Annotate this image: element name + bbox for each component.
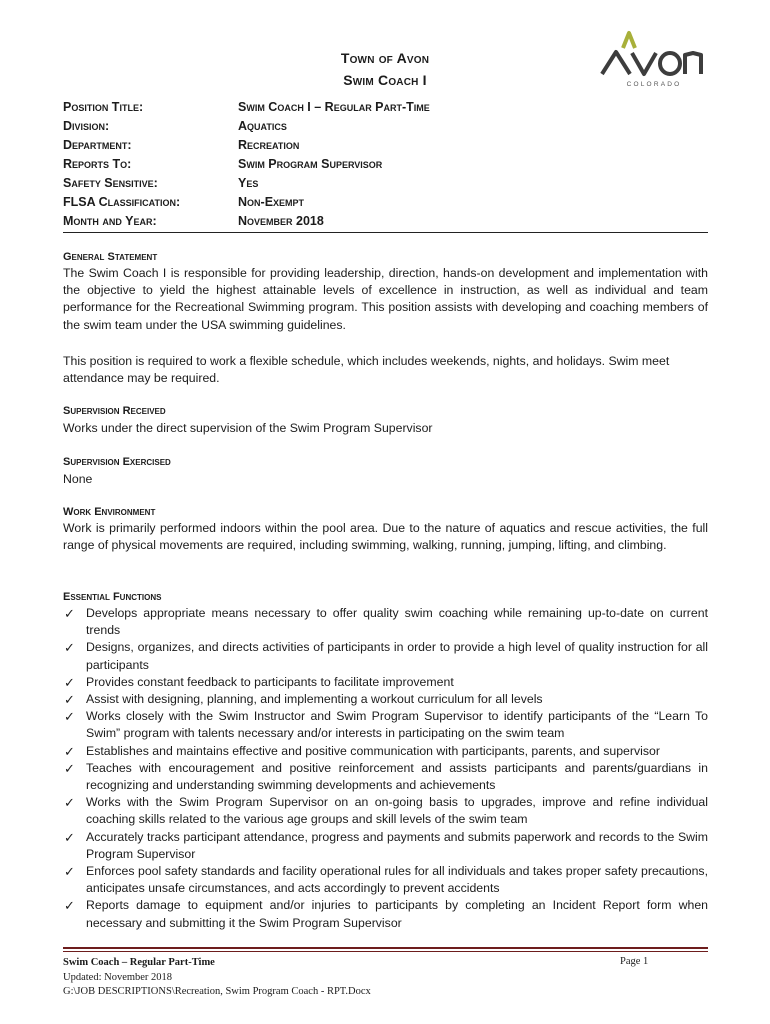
page-number: Page 1 [620,956,649,967]
list-item [63,605,708,639]
checkmark-icon: ✓ [64,674,75,690]
checkmark-icon: ✓ [64,829,75,845]
info-label: Division: [63,119,110,133]
list-item-text: Works with the Swim Program Supervisor on an on-going basis to upgrades, improve and refine individual coaching skills related to the various age groups and skill levels of the swim team [86,795,708,827]
checkmark-icon: ✓ [64,898,75,914]
list-item-text: Works closely with the Swim Instructor and Swim Program Supervisor to identify participants of the “Learn To Swim” program with talents necessary and/or interests in participating on the swim team [86,709,708,741]
list-item-text: Teaches with encouragement and positive reinforcement and assists participants and parents/guardians in recognizing and understanding swimming developments and achievements [86,760,708,793]
info-value: Yes [238,176,259,190]
list-item-text: Provides constant feedback to participants to facilitate improvement [86,674,454,689]
list-item-text: Designs, organizes, and directs activities of participants in order to provide a high level of quality instruction for all participants [86,640,708,672]
section-heading-supervision-exercised: Supervision Exercised [63,456,171,468]
list-item [63,794,708,828]
footer-rule-thin [63,951,708,952]
list-item [63,760,708,794]
document-title: Town of Avon [340,50,430,66]
footer-info [63,956,371,1000]
info-value: November 2018 [238,214,324,228]
list-item-text: Enforces pool safety standards and facility operational rules for all individuals and takes proper safety precautions, anticipates unsafe circumstances, and acts accordingly to prevent accidents [86,864,708,896]
section-heading-supervision-received: Supervision Received [63,405,166,417]
avon-logo [598,28,708,90]
list-item [63,708,708,742]
checkmark-icon: ✓ [64,760,75,776]
info-label: Reports To: [63,157,132,171]
info-value: Non-Exempt [238,195,305,209]
info-label: Month and Year: [63,214,157,228]
list-item-text: Establishes and maintains effective and positive communication with participants, parents, and supervisor [86,743,660,758]
schedule-paragraph: This position is required to work a flexible schedule, which includes weekends, nights, and holidays. Swim meet attendance may be required. [63,354,670,386]
info-label: Position Title: [63,100,144,114]
work-environment-text: Work is primarily performed indoors within the pool area. Due to the nature of aquatics and rescue activities, the full range of physical movements are required, including swimming, walking, running, jumping, lifting, and climbing. [63,521,708,553]
list-item-text: Develops appropriate means necessary to offer quality swim coaching while remaining up-to-date on current trends [86,606,708,638]
footer-updated: Updated: November 2018 [63,971,173,983]
info-label: Department: [63,138,132,152]
info-label: Safety Sensitive: [63,176,158,190]
general-statement-paragraph: The Swim Coach I is responsible for providing leadership, direction, hands-on development and implementation with the objective to yield the highest attainable levels of excellence in instruction, as well as individual and team performance for the Recreational Swimming program. This position assists with developing and coaching members of the swim team under the USA swimming guidelines. [63,266,708,332]
svg-text:COLORADO: COLORADO [626,81,682,88]
info-value: Aquatics [238,119,287,133]
list-item [63,691,708,708]
list-item [63,674,708,691]
info-value: Swim Program Supervisor [238,157,383,171]
list-item-text: Accurately tracks participant attendance, progress and payments and submits paperwork and records to the Swim Program Supervisor [86,829,708,861]
list-item-text: Assist with designing, planning, and implementing a workout curriculum for all levels [86,692,543,707]
footer-rule-thick [63,947,708,949]
checkmark-icon: ✓ [64,795,75,811]
section-heading-essential-functions: Essential Functions [63,591,162,603]
checkmark-icon: ✓ [64,640,75,656]
section-heading-general-statement: General Statement [63,251,158,263]
checkmark-icon: ✓ [64,743,75,759]
list-item [63,863,708,897]
checkmark-icon: ✓ [64,709,75,725]
list-item [63,743,708,760]
list-item-text: Reports damage to equipment and/or injuries to participants by completing an Incident Report form when necessary and submitting it the Swim Program Supervisor [86,898,708,930]
essential-functions-list [63,605,708,932]
info-value: Recreation [238,138,300,152]
checkmark-icon: ✓ [64,606,75,621]
supervision-received-text: Works under the direct supervision of the Swim Program Supervisor [63,421,433,435]
list-item [63,829,708,863]
header-divider [63,232,708,233]
info-value: Swim Coach I – Regular Part-Time [238,100,430,114]
checkmark-icon: ✓ [64,864,75,880]
checkmark-icon: ✓ [64,692,75,708]
info-label: FLSA Classification: [63,195,181,209]
list-item [63,897,708,931]
document-subtitle: Swim Coach I [343,72,427,88]
list-item [63,639,708,673]
supervision-exercised-text: None [63,472,93,486]
footer-title: Swim Coach – Regular Part-Time [63,957,215,968]
footer-file-path: G:\JOB DESCRIPTIONS\Recreation, Swim Program Coach - RPT.Docx [63,986,371,997]
section-heading-work-environment: Work Environment [63,506,156,518]
